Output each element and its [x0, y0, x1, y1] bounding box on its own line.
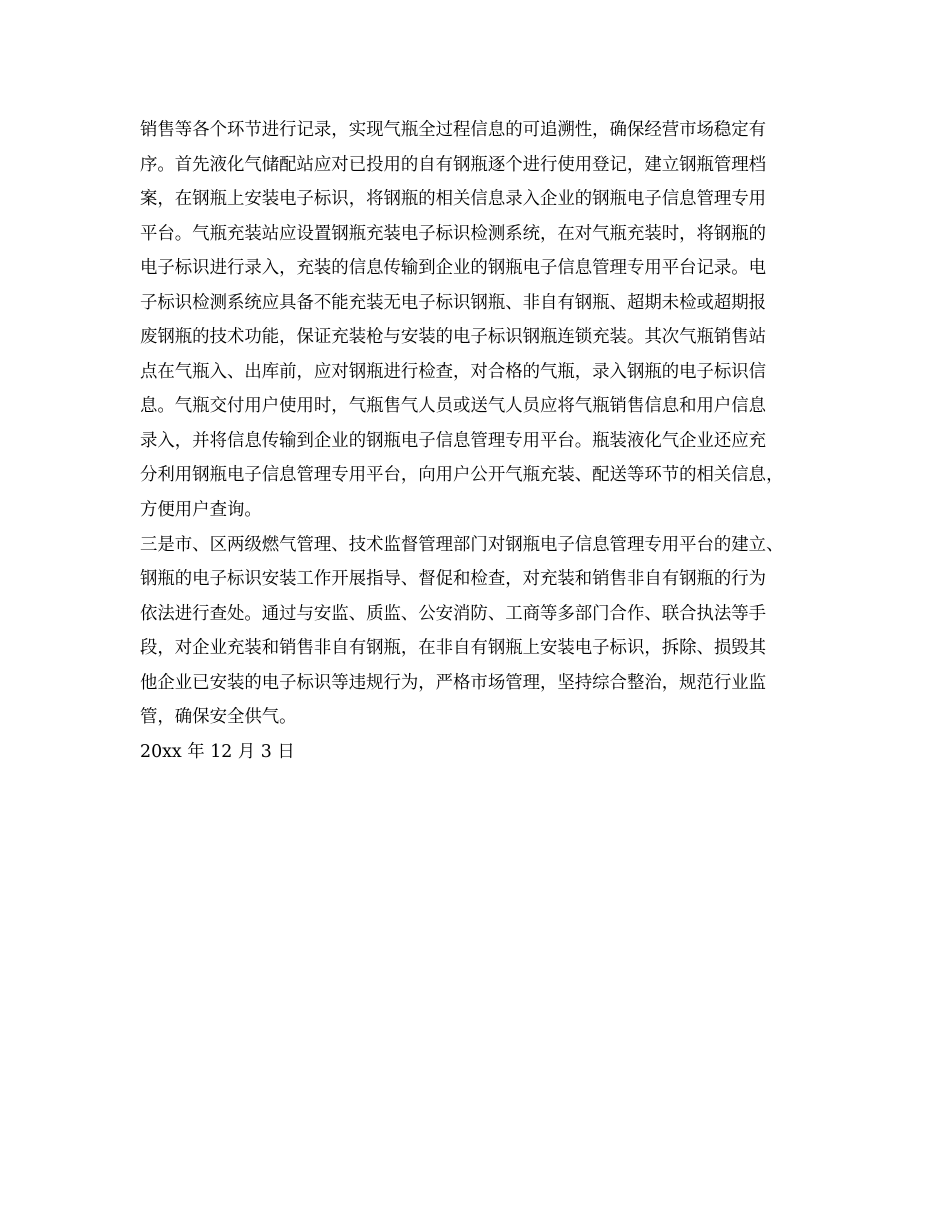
text-line: 依法进行查处。通过与安监、质监、公安消防、工商等多部门合作、联合执法等手 — [140, 603, 767, 624]
text-line: 平台。气瓶充装站应设置钢瓶充装电子标识检测系统，在对气瓶充装时，将钢瓶的 — [140, 223, 767, 244]
text-line: 案，在钢瓶上安装电子标识，将钢瓶的相关信息录入企业的钢瓶电子信息管理专用 — [140, 189, 767, 210]
text-line: 管，确保安全供气。 — [140, 707, 297, 728]
text-line: 钢瓶的电子标识安装工作开展指导、督促和检查，对充装和销售非自有钢瓶的行为 — [140, 569, 767, 590]
text-line: 息。气瓶交付用户使用时，气瓶售气人员或送气人员应将气瓶销售信息和用户信息 — [140, 396, 767, 417]
text-line: 序。首先液化气储配站应对已投用的自有钢瓶逐个进行使用登记，建立钢瓶管理档 — [140, 154, 767, 175]
text-line: 录入，并将信息传输到企业的钢瓶电子信息管理专用平台。瓶装液化气企业还应充 — [140, 430, 767, 451]
paragraph-1 — [140, 113, 820, 528]
text-line: 三是市、区两级燃气管理、技术监督管理部门对钢瓶电子信息管理专用平台的建立、 — [140, 534, 784, 555]
text-line: 销售等各个环节进行记录，实现气瓶全过程信息的可追溯性，确保经营市场稳定有 — [140, 120, 767, 140]
text-line: 点在气瓶入、出库前，应对钢瓶进行检查，对合格的气瓶，录入钢瓶的电子标识信 — [140, 361, 767, 382]
text-line: 他企业已安装的电子标识等违规行为，严格市场管理，坚持综合整治，规范行业监 — [140, 672, 767, 693]
text-line: 子标识检测系统应具备不能充装无电子标识钢瓶、非自有钢瓶、超期未检或超期报 — [140, 292, 767, 313]
document-body — [140, 113, 820, 769]
document-date: 20xx 年 12 月 3 日 — [140, 741, 295, 762]
text-line: 电子标识进行录入，充装的信息传输到企业的钢瓶电子信息管理专用平台记录。电 — [140, 258, 767, 279]
text-line: 分利用钢瓶电子信息管理专用平台，向用户公开气瓶充装、配送等环节的相关信息， — [140, 465, 784, 486]
text-line: 废钢瓶的技术功能，保证充装枪与安装的电子标识钢瓶连锁充装。其次气瓶销售站 — [140, 327, 767, 348]
text-line: 方便用户查询。 — [140, 500, 262, 521]
paragraph-2 — [140, 528, 820, 735]
text-line: 段，对企业充装和销售非自有钢瓶，在非自有钢瓶上安装电子标识，拆除、损毁其 — [140, 638, 767, 659]
